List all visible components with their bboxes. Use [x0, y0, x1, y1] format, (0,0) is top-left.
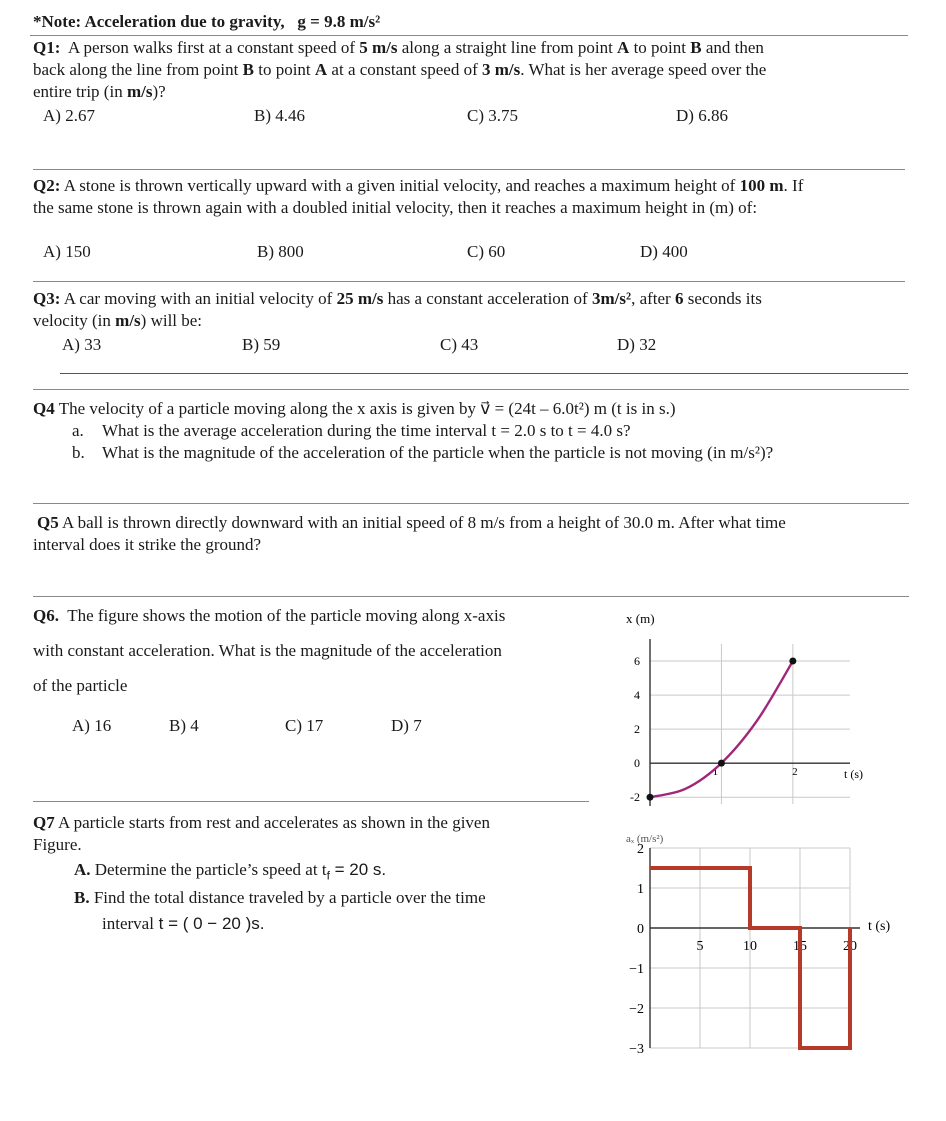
q7-text: A particle starts from rest and accelerates as shown in the given	[58, 813, 490, 832]
divider-q6	[33, 801, 589, 802]
q4-item-a-marker: a.	[72, 421, 84, 440]
q7-part-b-marker: B.	[74, 888, 90, 907]
chart1-y-tick-label: -2	[630, 790, 640, 805]
chart1-y-tick-label: 6	[634, 654, 640, 669]
q3-option-b: B) 59	[242, 335, 281, 354]
q2-line-2: the same stone is thrown again with a doubled initial velocity, then it reaches a maximum height in (m) of:	[33, 198, 758, 217]
chart1-y-label: x (m)	[626, 611, 655, 626]
chart1-x-tick-label: 1	[712, 766, 719, 779]
question-4	[33, 398, 923, 420]
gravity-note	[33, 11, 380, 33]
acceleration-time-chart	[600, 830, 900, 1060]
q5-line-1	[33, 512, 923, 534]
chart2-x-tick-label: 10	[743, 939, 757, 954]
q6-label: Q6.	[33, 606, 59, 625]
q3-text: seconds its	[687, 289, 762, 308]
q3-label: Q3:	[33, 289, 61, 308]
q5-text: A ball is thrown directly downward with an initial speed of 8 m/s from a height of 30.0 m. After what time	[62, 513, 786, 532]
q6-text: The figure shows the motion of the particle moving along x-axis	[67, 606, 506, 625]
chart2-x-tick-label: 5	[696, 939, 704, 954]
chart2-y-ticks	[629, 842, 644, 1057]
chart1-data-point	[789, 658, 796, 665]
chart1-grid	[650, 644, 850, 804]
q7-part-b	[74, 887, 594, 935]
chart1-data-point	[718, 760, 725, 767]
q7-part-b-text-2: interval	[102, 914, 154, 933]
q1-line-2	[33, 59, 913, 81]
q7-part-b-interval: t = ( 0 − 20 )s.	[153, 914, 265, 933]
question-2	[33, 175, 923, 219]
q2-text: A stone is thrown vertically upward with a given initial velocity, and reaches a maximum height of	[63, 176, 736, 195]
divider-q3-b	[33, 389, 909, 390]
chart2-y-tick-label: 0	[637, 922, 644, 937]
q1-point-a: A	[314, 60, 328, 79]
chart2-x-tick-label: 15	[793, 939, 807, 954]
q7-part-a-equation: = 20 s.	[329, 860, 387, 879]
chart1-y-tick-label: 0	[634, 756, 640, 771]
q4-text: The velocity of a particle moving along the x axis is given by v⃗ = (24t – 6.0t²) m (t is in s.)	[58, 399, 676, 418]
q3-initial-velocity: 25 m/s	[336, 289, 384, 308]
q1-option-c: C) 3.75	[467, 106, 518, 125]
q1-text: along a straight line from point	[401, 38, 613, 57]
q7-line-1	[33, 812, 593, 834]
chart2-x-label: t (s)	[868, 919, 891, 934]
q3-time: 6	[674, 289, 684, 308]
q2-option-d: D) 400	[640, 242, 688, 261]
q1-text: A person walks first at a constant speed of	[67, 38, 355, 57]
q2-line-1	[33, 175, 923, 197]
q7-part-a-subscript: f	[326, 868, 330, 883]
chart1-x-ticks	[713, 766, 798, 778]
q3-text: A car moving with an initial velocity of	[63, 289, 333, 308]
q4-item-b-marker: b.	[72, 443, 85, 462]
q1-text: to point	[633, 38, 686, 57]
divider-q3	[60, 373, 908, 374]
question-3	[33, 288, 923, 332]
note-prefix: *Note: Acceleration due to gravity,	[33, 12, 285, 31]
q6-line-1	[33, 598, 613, 633]
q1-text: )?	[152, 82, 166, 101]
question-7	[33, 812, 593, 856]
q2-option-a: A) 150	[43, 242, 91, 261]
q3-line-2	[33, 310, 923, 332]
chart1-y-tick-label: 4	[634, 688, 640, 703]
q3-text: , after	[631, 289, 671, 308]
q1-point-b: B	[690, 38, 702, 57]
chart1-y-ticks	[630, 654, 640, 804]
chart2-y-label: aₓ (m/s²)	[626, 833, 664, 845]
q6-option-d: D) 7	[391, 716, 422, 735]
q3-text: velocity (in	[33, 311, 111, 330]
q1-speed2: 3 m/s	[482, 60, 521, 79]
q2-label: Q2:	[33, 176, 61, 195]
q1-point-b: B	[242, 60, 254, 79]
q1-option-b: B) 4.46	[254, 106, 305, 125]
chart2-x-tick-label: 20	[843, 939, 857, 954]
q1-text: and then	[705, 38, 764, 57]
divider-note	[30, 35, 908, 36]
q4-item-a: What is the average acceleration during the time interval t = 2.0 s to t = 4.0 s?	[102, 421, 631, 440]
chart1-data-point	[647, 794, 654, 801]
q3-unit: m/s	[115, 311, 141, 330]
question-6	[33, 598, 613, 703]
q1-label: Q1:	[33, 38, 61, 57]
q6-line-2: with constant acceleration. What is the magnitude of the acceleration	[33, 641, 502, 660]
question-1	[33, 37, 913, 103]
q6-option-a: A) 16	[72, 716, 112, 735]
q3-option-c: C) 43	[440, 335, 479, 354]
q2-option-c: C) 60	[467, 242, 506, 261]
chart1-axes	[650, 639, 850, 806]
q1-text: at a constant speed of	[331, 60, 478, 79]
q3-acceleration: 3m/s²	[591, 289, 632, 308]
chart1-y-tick-label: 2	[634, 722, 640, 737]
chart2-y-tick-label: 1	[637, 882, 644, 897]
q1-option-a: A) 2.67	[43, 106, 95, 125]
divider-q4	[33, 503, 909, 504]
q7-part-b-text: Find the total distance traveled by a particle over the time	[93, 888, 486, 907]
chart2-y-tick-label: 2	[637, 842, 644, 857]
divider-q5	[33, 596, 909, 597]
q7-part-a-marker: A.	[74, 860, 91, 879]
q7-line-2: Figure.	[33, 835, 82, 854]
chart2-x-ticks	[697, 939, 858, 954]
q2-height: 100 m	[739, 176, 784, 195]
q1-text: . What is her average speed over the	[520, 60, 767, 79]
q5-line-2: interval does it strike the ground?	[33, 535, 262, 554]
q1-option-d: D) 6.86	[676, 106, 728, 125]
q1-line-3	[33, 81, 913, 103]
q3-option-a: A) 33	[62, 335, 102, 354]
q6-line-3: of the particle	[33, 676, 128, 695]
q1-text: entire trip (in	[33, 82, 123, 101]
q3-option-d: D) 32	[617, 335, 657, 354]
chart1-x-tick-label: 2	[792, 766, 798, 779]
q1-text: to point	[258, 60, 311, 79]
chart2-y-tick-label: −1	[629, 962, 644, 977]
q2-text: . If	[783, 176, 804, 195]
note-gravity-value: g = 9.8 m/s²	[297, 12, 381, 31]
q3-text: has a constant acceleration of	[387, 289, 588, 308]
q6-option-c: C) 17	[285, 716, 324, 735]
q1-line-1	[33, 37, 913, 59]
q5-label: Q5	[37, 513, 59, 532]
q7-label: Q7	[33, 813, 55, 832]
q3-line-1	[33, 288, 923, 310]
chart2-y-tick-label: −3	[629, 1042, 644, 1057]
position-time-chart	[600, 604, 900, 834]
q1-unit: m/s	[126, 82, 153, 101]
q7-part-a-text: Determine the particle’s speed at t	[94, 860, 327, 879]
q1-point-a: A	[617, 38, 630, 57]
q3-text: ) will be:	[140, 311, 203, 330]
q2-option-b: B) 800	[257, 242, 304, 261]
q7-part-a	[74, 859, 594, 886]
q4-item-b: What is the magnitude of the acceleration of the particle when the particle is not moving (in m/s²)?	[102, 443, 774, 462]
divider-q2	[33, 281, 905, 282]
q1-text: back along the line from point	[33, 60, 239, 79]
divider-q1	[33, 169, 905, 170]
q1-speed1: 5 m/s	[359, 38, 398, 57]
q4-label: Q4	[33, 399, 55, 418]
q6-option-b: B) 4	[169, 716, 199, 735]
question-5	[33, 512, 923, 556]
chart2-y-tick-label: −2	[629, 1002, 644, 1017]
chart1-x-label: t (s)	[844, 767, 863, 781]
